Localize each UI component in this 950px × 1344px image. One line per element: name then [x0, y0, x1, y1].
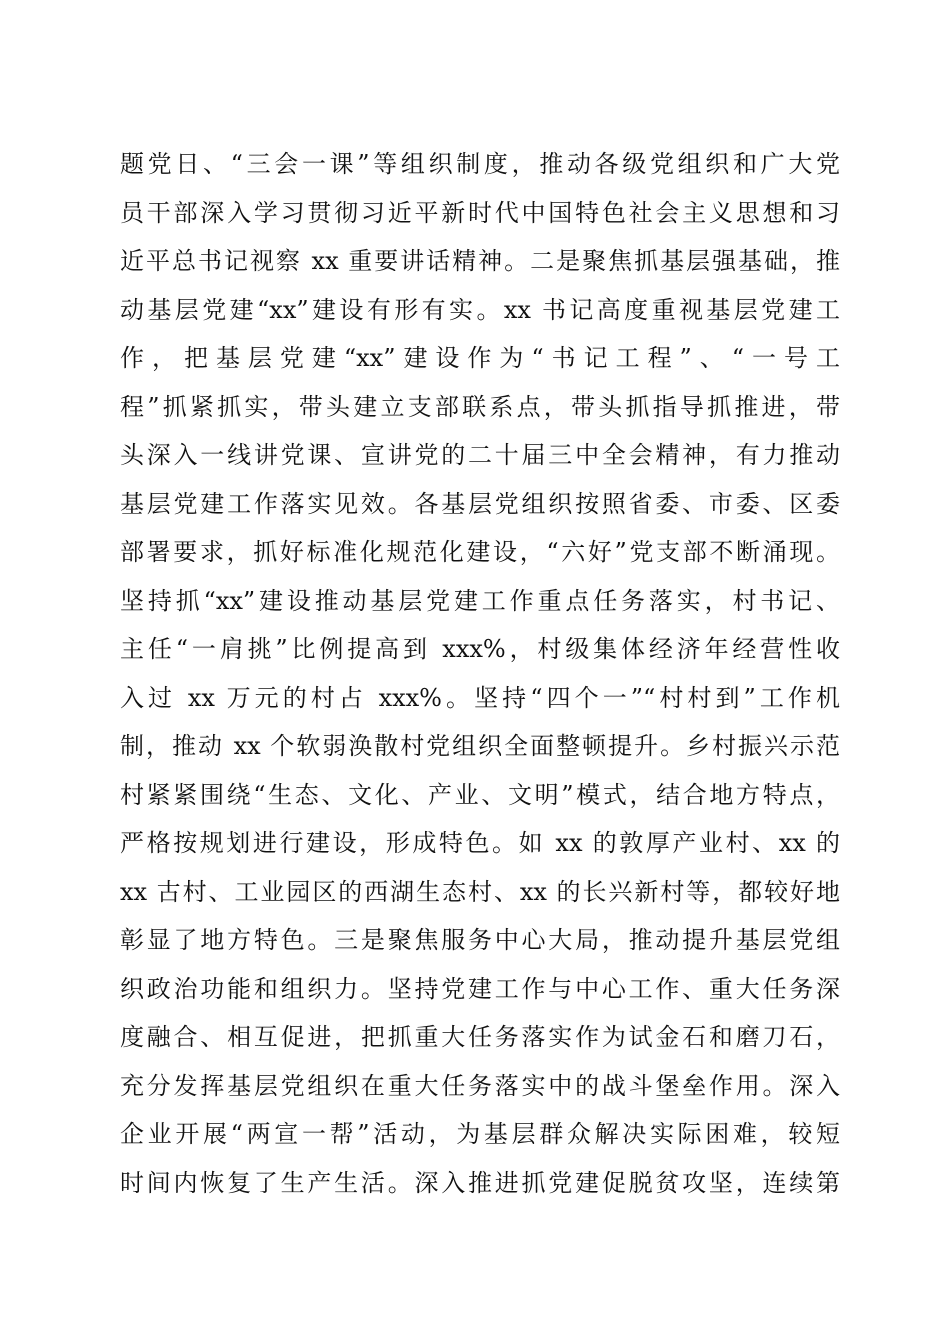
text-line: 村紧紧围绕“生态、文化、产业、文明”模式，结合地方特点，: [120, 780, 840, 809]
text-line: 彰显了地方特色。三是聚焦服务中心大局，推动提升基层党组: [120, 926, 840, 954]
text-line: 动基层党建“xx”建设有形有实。xx 书记高度重视基层党建工: [120, 295, 840, 324]
text-line: 织政治功能和组织力。坚持党建工作与中心工作、重大任务深: [120, 974, 840, 1003]
text-line: 程”抓紧抓实，带头建立支部联系点，带头抓指导抓推进，带: [120, 392, 840, 421]
text-line: 作，把基层党建“xx”建设作为“书记工程”、“一号工: [120, 344, 840, 372]
text-line: 头深入一线讲党课、宣讲党的二十届三中全会精神，有力推动: [120, 441, 840, 469]
text-line: 近平总书记视察 xx 重要讲话精神。二是聚焦抓基层强基础，推: [120, 247, 840, 275]
body-text: [120, 140, 840, 1207]
text-line: 制，推动 xx 个软弱涣散村党组织全面整顿提升。乡村振兴示范: [120, 732, 840, 760]
text-line: 入过 xx 万元的村占 xxx%。坚持“四个一”“村村到”工作机: [120, 683, 840, 712]
text-line: 部署要求，抓好标准化规范化建设，“六好”党支部不断涌现。: [120, 538, 840, 566]
text-line: 坚持抓“xx”建设推动基层党建工作重点任务落实，村书记、: [120, 586, 840, 615]
text-line: 严格按规划进行建设，形成特色。如 xx 的敦厚产业村、xx 的: [120, 829, 840, 857]
text-line: 题党日、“三会一课”等组织制度，推动各级党组织和广大党: [120, 150, 840, 178]
text-line: 时间内恢复了生产生活。深入推进抓党建促脱贫攻坚，连续第: [120, 1168, 840, 1197]
text-line: 企业开展“两宣一帮”活动，为基层群众解决实际困难，较短: [120, 1120, 840, 1148]
text-line: 主任“一肩挑”比例提高到 xxx%，村级集体经济年经营性收: [120, 635, 840, 663]
text-line: 度融合、相互促进，把抓重大任务落实作为试金石和磨刀石，: [120, 1023, 840, 1051]
text-line: 员干部深入学习贯彻习近平新时代中国特色社会主义思想和习: [120, 198, 840, 227]
text-line: 充分发挥基层党组织在重大任务落实中的战斗堡垒作用。深入: [120, 1071, 840, 1100]
text-line: 基层党建工作落实见效。各基层党组织按照省委、市委、区委: [120, 489, 840, 518]
text-line: xx 古村、工业园区的西湖生态村、xx 的长兴新村等，都较好地: [120, 877, 840, 906]
